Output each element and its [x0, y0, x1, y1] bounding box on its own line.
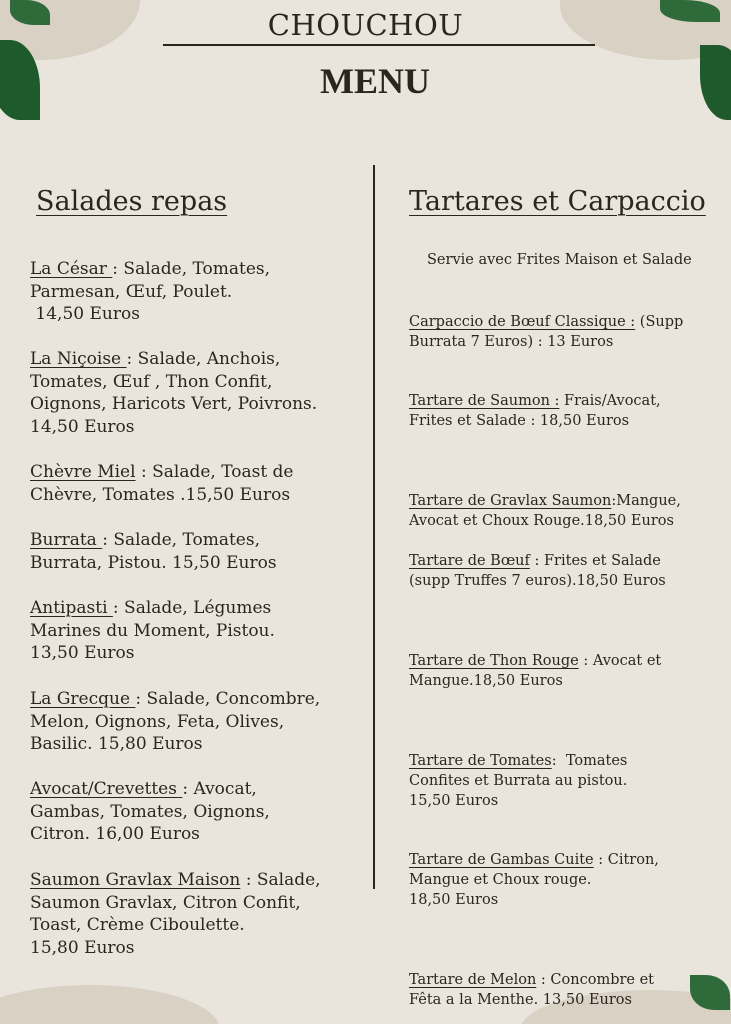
menu-item	[30, 778, 365, 846]
menu-item	[30, 688, 365, 756]
menu-item-name: Tartare de Bœuf	[409, 553, 530, 569]
section-note: Servie avec Frites Maison et Salade	[427, 252, 692, 268]
section-heading-salades: Salades repas	[36, 186, 228, 217]
menu-item	[409, 970, 729, 1010]
menu-item-description: : Salade, Tomates, Burrata, Pistou. 15,50 Euros	[30, 530, 277, 573]
menu-item-description: Frais/Avocat, Frites et Salade : 18,50 Euros	[409, 393, 661, 429]
menu-item-name: Chèvre Miel	[30, 462, 136, 482]
menu-item-name: La Niçoise	[30, 349, 127, 369]
menu-item-description: : Tomates Confites et Burrata au pistou. 15,50 Euros	[409, 753, 628, 809]
menu-item	[30, 461, 365, 506]
menu-item-name: Tartare de Gambas Cuite	[409, 852, 594, 868]
menu-item	[30, 258, 365, 326]
menu-item	[409, 551, 729, 591]
menu-item-name: La Grecque	[30, 689, 136, 709]
menu-item-description: : Salade, Légumes Marines du Moment, Pistou. 13,50 Euros	[30, 598, 275, 664]
menu-item-description: : Frites et Salade (supp Truffes 7 euros).18,50 Euros	[409, 553, 666, 589]
menu-item	[409, 312, 729, 352]
menu-item-description: : Salade, Toast de Chèvre, Tomates .15,50 Euros	[30, 462, 294, 505]
section-heading-tartares: Tartares et Carpaccio	[409, 186, 706, 217]
menu-item-name: Carpaccio de Bœuf Classique :	[409, 314, 636, 330]
menu-item	[30, 869, 365, 959]
menu-item-description: (Supp Burrata 7 Euros) : 13 Euros	[409, 314, 684, 350]
menu-item-name: Saumon Gravlax Maison	[30, 870, 241, 890]
restaurant-name: CHOUCHOU	[267, 8, 464, 42]
menu-item-description: : Salade, Saumon Gravlax, Citron Confit, Toast, Crème Ciboulette. 15,80 Euros	[30, 870, 321, 958]
menu-item-name: Tartare de Saumon :	[409, 393, 560, 409]
menu-item-description: : Salade, Anchois, Tomates, Œuf , Thon Confit, Oignons, Haricots Vert, Poivrons. 14,50 Euros	[30, 349, 318, 437]
menu-item	[30, 597, 365, 665]
menu-item-description: :Mangue, Avocat et Choux Rouge.18,50 Euros	[409, 493, 681, 529]
menu-item	[409, 751, 729, 811]
menu-item	[409, 651, 729, 691]
menu-item-description: : Avocat, Gambas, Tomates, Oignons, Citron. 16,00 Euros	[30, 779, 270, 845]
decor-shape	[0, 985, 220, 1024]
menu-item-name: Tartare de Thon Rouge	[409, 653, 579, 669]
menu-item-name: Tartare de Melon	[409, 972, 537, 988]
menu-item	[409, 391, 729, 431]
menu-item-name: Burrata	[30, 530, 103, 550]
menu-item-description: : Avocat et Mangue.18,50 Euros	[409, 653, 662, 689]
column-divider	[373, 165, 375, 889]
menu-item	[409, 850, 729, 910]
menu-item-name: La César	[30, 259, 113, 279]
menu-item-description: : Salade, Tomates, Parmesan, Œuf, Poulet. 14,50 Euros	[30, 259, 271, 325]
menu-item	[30, 529, 365, 574]
menu-item-name: Tartare de Tomates	[409, 753, 552, 769]
menu-item-name: Antipasti	[30, 598, 113, 618]
page-title: MENU	[320, 61, 430, 101]
header-rule	[163, 44, 595, 46]
menu-item-description: : Salade, Concombre, Melon, Oignons, Feta, Olives, Basilic. 15,80 Euros	[30, 689, 321, 755]
menu-item	[30, 348, 365, 438]
menu-item	[409, 491, 729, 531]
menu-item-description: : Concombre et Fêta a la Menthe. 13,50 Euros	[409, 972, 655, 1008]
menu-item-description: : Citron, Mangue et Choux rouge. 18,50 Euros	[409, 852, 659, 908]
menu-item-name: Avocat/Crevettes	[30, 779, 183, 799]
menu-item-name: Tartare de Gravlax Saumon	[409, 493, 612, 509]
